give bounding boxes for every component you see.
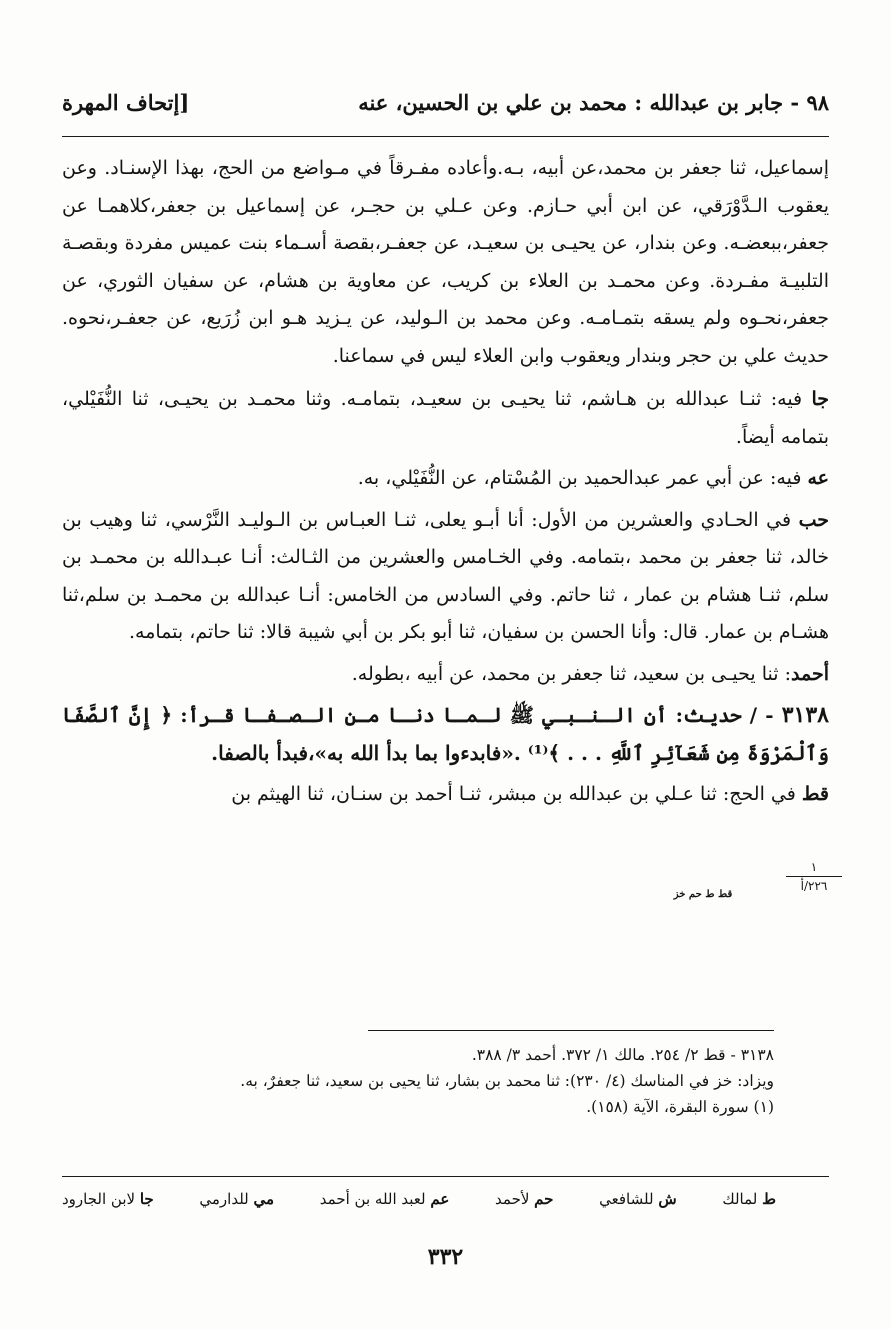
paragraph-ja (62, 381, 829, 456)
hadith-text: - / حديث: أن الـنـبـي ﷺ لـمـا دنـا مـن الـصـفـا قـرأ: ﴿ إِنَّ ٱلصَّفَا وَٱلْمَرْوَةَ مِن شَعَآئِرِ ٱللَّهِ . . . ﴾⁽¹⁾ .«فابدءوا بما بدأ الله به»،فبدأ بالصفا. (62, 703, 829, 765)
paragraph-text: فيه: ثنـا عبدالله بن هـاشم، ثنا يحيـى بن سعيـد، بتمامـه. وثنا محمـد بن يحيـى، ثنا النُّفَيْلي، بتمامه أيضاً. (62, 388, 829, 448)
book-title: [إتحاف المهرة (62, 89, 190, 115)
hadith-entry (62, 697, 829, 772)
header-rule (62, 136, 829, 137)
paragraph-hb (62, 502, 829, 652)
sigla-key (62, 1190, 776, 1208)
footnote-line: ٣١٣٨ - قط ٢/ ٢٥٤. مالك ١/ ٣٧٢. أحمد ٣/ ٣٨٨. (471, 1046, 774, 1064)
folio-reference: ٢٢٦/أ (800, 879, 828, 893)
siglum-entry: مي للدارمي (199, 1190, 275, 1208)
siglum-entry: ش للشافعي (599, 1190, 677, 1208)
running-header (62, 82, 829, 122)
paragraph-text: فيه: عن أبي عمر عبدالحميد بن المُسْتام، عن النُّفَيْلي، به. (357, 467, 808, 489)
source-siglum: أحمد (791, 662, 829, 685)
source-siglum: جا (811, 388, 829, 410)
footnotes (62, 1042, 774, 1120)
siglum-entry: حم لأحمد (495, 1190, 554, 1208)
siglum-entry: جا لابن الجارود (62, 1190, 154, 1208)
paragraph-text: في الحـادي والعشرين من الأول: أنا أبـو يعلى، ثنـا العبـاس بن الـوليـد النَّرْسي، ثنا وهيب بن خالد، ثنا جعفر بن محمد ،بتمامه. وفي الخـامس والعشرين من الثـالث: أنـا عبـدالله بن محمـد بن سلم، ثنـا هشام بن عمار ، ثنا حاتم. وفي السادس من الخامس: أنـا عبدالله بن محمـد بن سلم،ثنا هشـام بن عمار. قال: وأنا الحسن بن سفيان، ثنا أبو بكر بن أبي شيبة قالا: ثنا حاتم، بتمامه. (62, 508, 829, 643)
source-siglum: عه (807, 467, 829, 489)
running-title: ٩٨ - جابر بن عبدالله : محمد بن علي بن الحسين، عنه (358, 89, 829, 115)
footnote-line: (١) سورة البقرة، الآية (١٥٨). (586, 1098, 774, 1116)
footnote-rule (368, 1030, 774, 1031)
footnote-line: ويزاد: خز في المناسك (٤/ ٢٣٠): ثنا محمد بن بشار، ثنا يحيى بن سعيد، ثنا جعفرٌ، به. (240, 1072, 774, 1090)
sigla-rule (62, 1176, 829, 1177)
page-number: ٣٣٢ (427, 1244, 464, 1270)
paragraph-qt (62, 776, 829, 814)
source-siglum: قط (801, 783, 829, 805)
source-siglum: حب (798, 508, 829, 531)
hadith-number: ٣١٣٨ (781, 702, 829, 728)
paragraph-text: : ثنا يحيـى بن سعيد، ثنا جعفر بن محمد، عن أبيه ،بطوله. (351, 662, 792, 685)
hadith-sources-siglum: قط ط حم خز (673, 889, 733, 900)
siglum-entry: ط لمالك (722, 1190, 776, 1208)
paragraph-intro: إسماعيل، ثنا جعفر بن محمد،عن أبيه، بـه.وأعاده مفـرقاً في مـواضع من الحج، بهذا الإسنـاد. وعن يعقوب الـدَّوْرَقي، عن ابن أبي حـازم. وعن عـلي بن حجـر، عن إسماعيل بن جعفر،كلاهمـا عن جعفر،ببعضـه. وعن بندار، عن يحيـى بن سعيـد، عن جعفـر،بقصة أسـماء بنت عميس مفردة وبقصـة التلبيـة مفـردة. وعن محمـد بن العلاء بن كريب، عن معاوية بن هشام، عن سفيان الثوري، عن جعفر،نحـوه ولم يسقه بتمـامـه. وعن محمد بن الـوليد، عن يـزيد هـو ابن زُرَيع، عن جعفـر،نحوه. حديث علي بن حجر وبندار ويعقوب وابن العلاء ليس في سماعنا. (62, 157, 829, 367)
paragraph-ahmad (62, 656, 829, 694)
paragraph-text: في الحج: ثنا عـلي بن عبدالله بن مبشر، ثنـا أحمد بن سنـان، ثنا الهيثم بن (231, 783, 802, 805)
folio-marker: ١ (786, 860, 842, 877)
manuscript-folio-note (786, 860, 842, 893)
paragraph-ah (62, 460, 829, 498)
siglum-entry: عم لعبد الله بن أحمد (319, 1190, 450, 1208)
main-text (62, 150, 829, 818)
